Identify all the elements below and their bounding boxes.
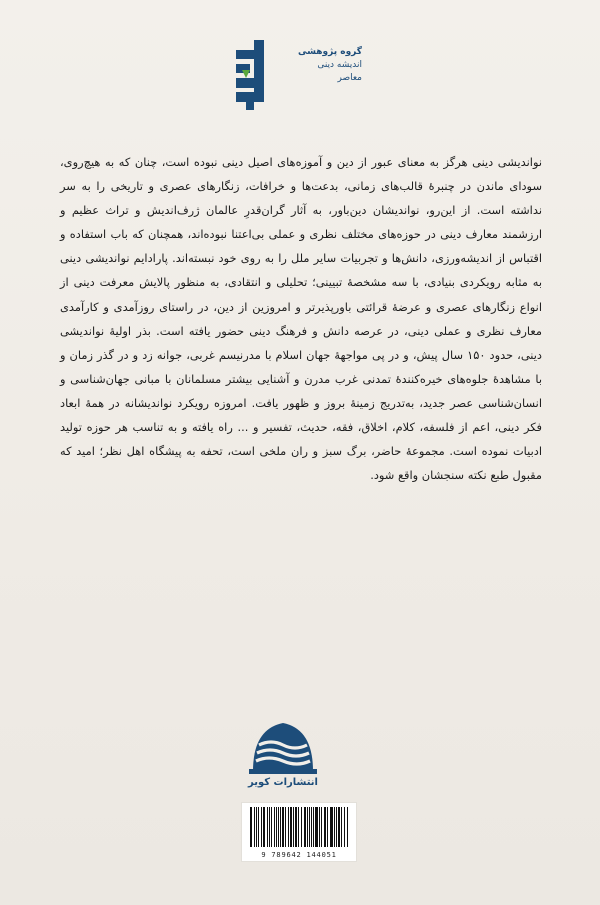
barcode-bar (313, 807, 314, 847)
barcode-bar (338, 807, 340, 847)
imprint-emblem-icon (241, 715, 325, 777)
barcode-bar (301, 807, 302, 847)
barcode-bar (267, 807, 268, 847)
barcode-bar (347, 807, 348, 847)
barcode-bar (309, 807, 310, 847)
barcode-bar (271, 807, 272, 847)
publisher-name (278, 46, 362, 85)
barcode-bar (341, 807, 342, 847)
barcode-bar (254, 807, 255, 847)
barcode-bar (307, 807, 308, 847)
barcode-bar (250, 807, 252, 847)
barcode-bar (315, 807, 318, 847)
barcode-bar (319, 807, 320, 847)
barcode-bar (285, 807, 286, 847)
barcode-bar (290, 807, 292, 847)
isbn-barcode (241, 802, 357, 862)
barcode-bar (295, 807, 297, 847)
barcode-bar (293, 807, 294, 847)
barcode-bar (282, 807, 284, 847)
barcode-bar (261, 807, 262, 847)
imprint-logo (241, 715, 325, 795)
barcode-bar (336, 807, 337, 847)
barcode-bar (324, 807, 326, 847)
isbn-number: 9 789642 144051 (261, 851, 337, 859)
barcode-bar (304, 807, 306, 847)
barcode-bar (278, 807, 279, 847)
publisher-name-line-2: اندیشه دینی (317, 60, 362, 70)
publisher-name-line-3: معاصر (337, 73, 362, 83)
barcode-bar (258, 807, 259, 847)
barcode-bars (248, 807, 350, 847)
publisher-logo (232, 40, 362, 112)
barcode-bar (263, 807, 265, 847)
barcode-bar (276, 807, 277, 847)
back-cover-blurb: نواندیشی دینی هرگز به معنای عبور از دین و آموزه‌های اصیل دینی نبوده است، چنان که به هیچ‌روی، سودای ماندن در چنبرهٔ قالب‌های زمانی، بدعت‌ها و خرافات، زنگارهای عصری و تاریخی را به سر نداشته است. از این‌رو، نواندیشان دین‌باور، به آثار گران‌قدرِ عالمان ژرف‌اندیش و تراث عظیم و ارزشمند معارف دینی در حوزه‌های مختلف نظری و عملی بی‌اعتنا نبوده‌اند، همچنان که باب استفاده و اقتباس از اندیشه‌ورزی، دانش‌ها و تجربیات سایر ملل را به روی خود نبسته‌اند. پارادایم نواندیشی دینی به مثابه رویکردی بنیادی، با سه مشخصهٔ تبیینی؛ تحلیلی و انتقادی، به منظور پالایش معرفت دینی از انواع زنگارهای عصری و عرضهٔ قرائتی باورپذیرتر و امروزین از دین، در راستای روزآمدی و کارآمدی معارف نظری و عملی دینی، در عرصه دانش و فرهنگ دینی حضور یافته است. بذر اولیهٔ نواندیشی دینی، حدود ۱۵۰ سال پیش، و در پی مواجههٔ جهان اسلام با مدرنیسم غربی، جوانه زد و در گذر زمان و با مشاهدهٔ جلوه‌های خیره‌کنندهٔ تمدنی غرب مدرن و آشنایی بیشتر مسلمانان با مبانی جهان‌شناسی و انسان‌شناسی عصر جدید، به‌تدریج زمینهٔ بروز و ظهور یافت. امروزه رویکرد نواندیشانه در همهٔ ابعاد فکر دینی، اعم از فلسفه، کلام، اخلاق، فقه، حدیث، تفسیر و ... راه یافته و به تناسب هر حوزه تولید ادبیات نموده است. مجموعهٔ حاضر، برگ سبز و ران ملخی است، تحفه به پیشگاه اهل نظر؛ امید که مقبول طبع نکته سنجشان واقع شود. (60, 155, 542, 483)
barcode-bar (256, 807, 257, 847)
publisher-name-line-1: گروه پژوهشی (298, 47, 362, 57)
barcode-bar (327, 807, 328, 847)
imprint-name: انتشارات کویر (248, 777, 318, 788)
barcode-bar (311, 807, 312, 847)
barcode-bar (269, 807, 270, 847)
barcode-bar (274, 807, 275, 847)
barcode-bar (330, 807, 333, 847)
barcode-bar (298, 807, 299, 847)
barcode-bar (334, 807, 335, 847)
barcode-bar (344, 807, 345, 847)
barcode-bar (288, 807, 289, 847)
barcode-bar (280, 807, 281, 847)
barcode-bar (321, 807, 322, 847)
publisher-emblem-icon (232, 40, 268, 112)
